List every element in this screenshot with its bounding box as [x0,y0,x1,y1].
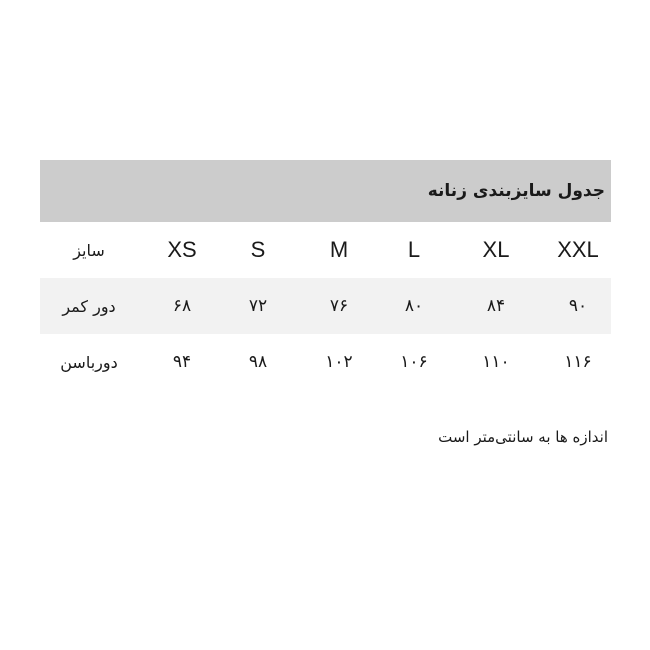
waist-value-l: ۸۰ [404,296,424,316]
waist-value-s: ۷۲ [248,296,268,316]
waist-row [40,278,611,334]
table-title-bar [40,160,611,222]
size-header-row [40,222,611,278]
size-chart-table [40,160,611,390]
waist-value-xs: ۶۸ [172,296,192,316]
size-header-xxl: XXL [557,237,599,262]
size-header-xl: XL [482,237,510,262]
hip-value-l: ۱۰۶ [400,352,428,372]
hip-value-xs: ۹۴ [172,352,192,372]
size-header-m: M [329,237,349,262]
hip-value-m: ۱۰۲ [325,352,353,372]
size-row-label: سایز [73,240,105,260]
hip-value-xl: ۱۱۰ [482,352,510,372]
size-header-l: L [407,237,421,262]
hip-row [40,334,611,390]
units-note: اندازه ها به سانتی‌متر است [438,428,608,446]
waist-value-xxl: ۹۰ [568,296,588,316]
size-header-s: S [250,237,266,262]
size-header-xs: XS [167,237,197,262]
waist-row-label: دور کمر [62,296,116,316]
waist-value-m: ۷۶ [329,296,349,316]
hip-value-xxl: ۱۱۶ [564,352,592,372]
hip-value-s: ۹۸ [248,352,268,372]
table-title: جدول سایزبندی زنانه [427,181,605,201]
waist-value-xl: ۸۴ [486,296,506,316]
hip-row-label: دورباسن [60,352,118,372]
